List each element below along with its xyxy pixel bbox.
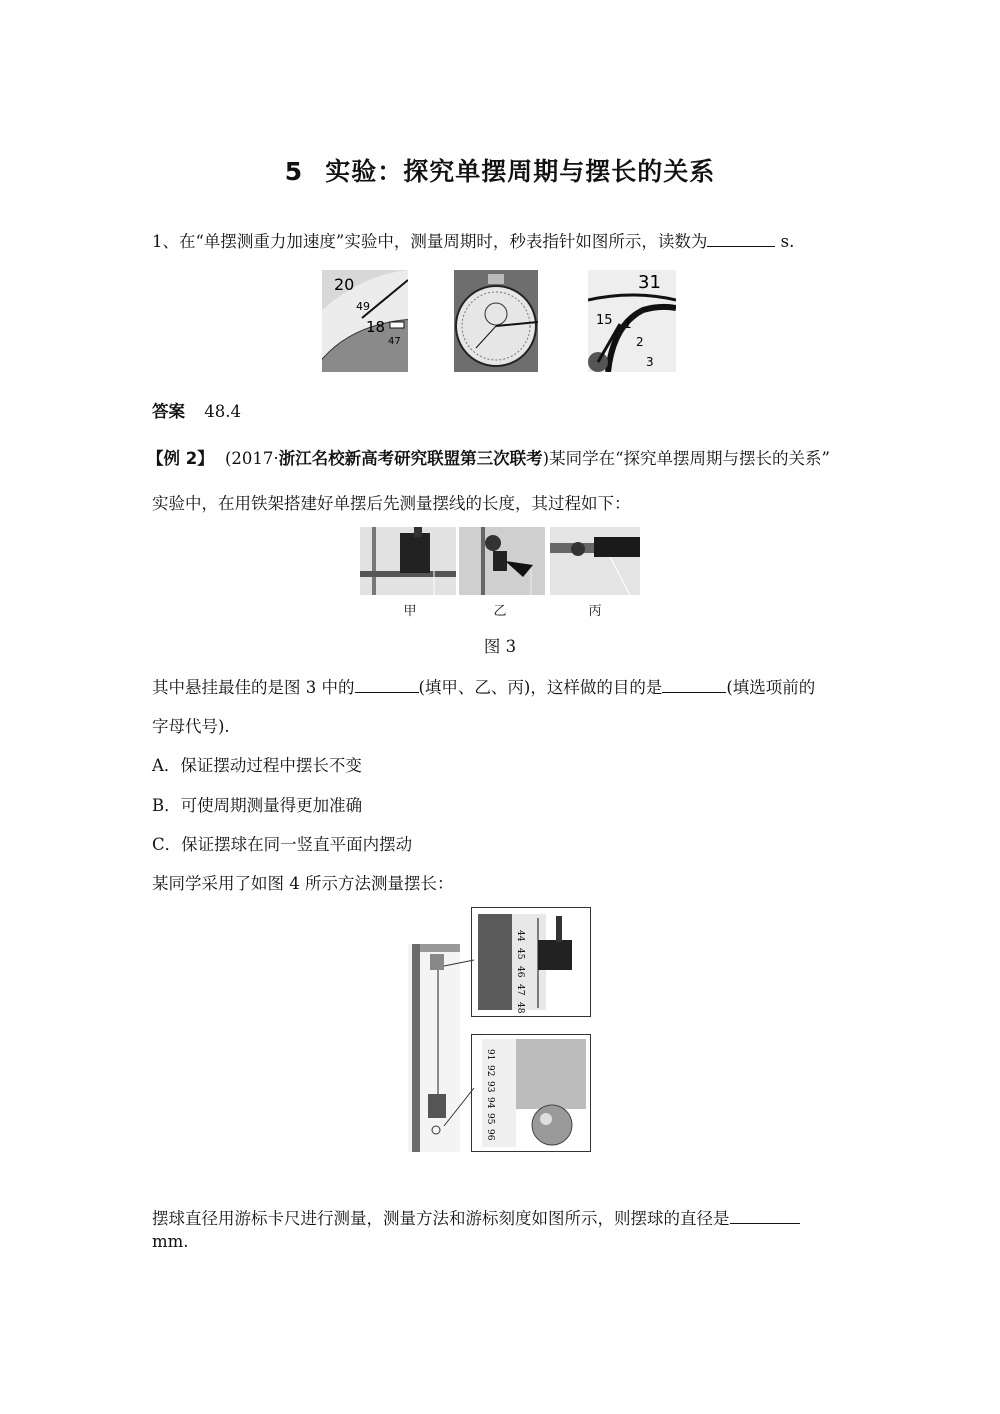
question-1-text: 1、在“单摆测重力加速度”实验中，测量周期时，秒表指针如图所示，读数为 — [152, 232, 708, 251]
answer-value: 48.4 — [204, 402, 241, 421]
figure-3-photo-b — [459, 527, 545, 595]
example-source: 浙江名校新高考研究联盟第三次联考 — [278, 449, 543, 468]
diameter-question — [152, 1205, 800, 1229]
ruler-tick: 93 — [485, 1081, 495, 1093]
dial-label: 20 — [334, 275, 355, 294]
example-question-line-2: 字母代号). — [152, 717, 230, 736]
figure-4-ruler-bottom — [471, 1034, 591, 1152]
ruler-tick: 91 — [485, 1049, 495, 1061]
dial-label: 3 — [646, 355, 654, 369]
ruler-tick: 95 — [485, 1113, 495, 1125]
figure-3-label-b: 乙 — [493, 604, 507, 619]
section-number: 5 — [284, 157, 304, 186]
ruler-tick: 92 — [485, 1065, 495, 1077]
source-close: ) — [542, 449, 550, 468]
section-title: 实验：探究单摆周期与摆长的关系 — [325, 157, 716, 186]
figure-3-photo-a — [360, 527, 456, 595]
ruler-tick: 45 — [515, 948, 525, 960]
dial-label: 49 — [356, 300, 370, 313]
question-text-a: 其中悬挂最佳的是图 3 中的 — [152, 678, 355, 697]
question-text-c: (填选项前的 — [726, 678, 816, 697]
figure-3-photo-c — [550, 527, 640, 595]
dial-label: 1 — [624, 317, 632, 331]
blank-purpose[interactable] — [662, 676, 726, 693]
example-text: 某同学在“探究单摆周期与摆长的关系” — [549, 449, 830, 468]
diameter-question-text: 摆球直径用游标卡尺进行测量，测量方法和游标刻度如图所示，则摆球的直径是 — [152, 1209, 730, 1228]
dial-label: 2 — [636, 335, 644, 349]
dial-label: 15 — [596, 313, 613, 328]
option-c: C．保证摆球在同一竖直平面内摆动 — [152, 835, 413, 854]
question-text-b: (填甲、乙、丙)，这样做的目的是 — [418, 678, 663, 697]
dial-label: 47 — [388, 336, 401, 347]
example-2-line-1 — [147, 445, 830, 469]
example-question-line — [152, 674, 815, 698]
ruler-tick: 44 — [515, 930, 525, 942]
example-tag: 【例 2】 — [147, 449, 214, 468]
stopwatch-closeup-2 — [588, 270, 676, 372]
dial-label: 31 — [638, 272, 661, 293]
figure-3-label-c: 丙 — [588, 604, 602, 619]
figure-4-leader-lines — [440, 940, 480, 1140]
option-a: A．保证摆动过程中摆长不变 — [152, 756, 362, 775]
stopwatch-full — [454, 270, 538, 372]
question-1 — [152, 228, 794, 252]
ruler-tick: 47 — [515, 984, 525, 996]
dial-label: 18 — [366, 318, 386, 336]
figure-3-label-a: 甲 — [403, 604, 417, 619]
option-b: B．可使周期测量得更加准确 — [152, 796, 363, 815]
ruler-tick: 94 — [485, 1097, 495, 1109]
ruler-tick: 48 — [515, 1002, 525, 1014]
figure-4-intro: 某同学采用了如图 4 所示方法测量摆长： — [152, 874, 454, 893]
blank-best-figure[interactable] — [355, 676, 419, 693]
blank-diameter[interactable] — [730, 1207, 800, 1224]
ruler-tick: 96 — [485, 1129, 495, 1141]
answer — [152, 398, 241, 422]
figure-3-caption: 图 3 — [483, 637, 517, 656]
diameter-unit: mm. — [152, 1232, 189, 1251]
ruler-tick: 46 — [515, 966, 525, 978]
page-title — [0, 152, 1000, 188]
answer-label: 答案 — [152, 402, 185, 421]
stopwatch-closeup-1 — [322, 270, 408, 372]
answer-blank[interactable] — [707, 230, 775, 247]
figure-4-ruler-top — [471, 907, 591, 1017]
unit-label: s. — [780, 232, 795, 251]
example-2-line-2: 实验中，在用铁架搭建好单摆后先测量摆线的长度，其过程如下： — [152, 494, 631, 513]
source-open: (2017· — [224, 449, 279, 468]
